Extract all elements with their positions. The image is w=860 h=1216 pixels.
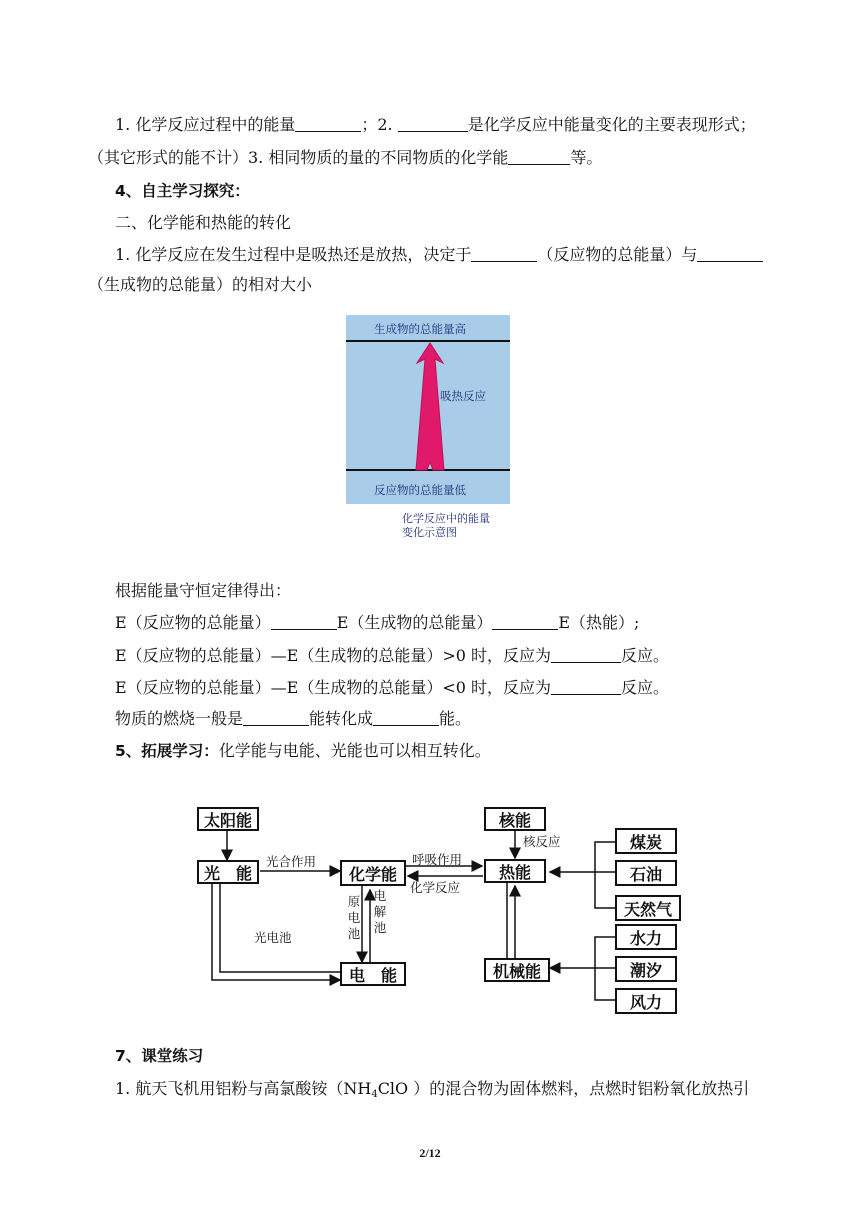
blank[interactable]	[508, 148, 570, 165]
photosynthesis-label: 光合作用	[266, 854, 317, 869]
section4-heading: 4、自主学习探究：	[115, 182, 250, 200]
products-energy-label: 生成物的总能量高	[374, 322, 466, 336]
blank[interactable]	[492, 613, 558, 630]
heat-energy-box: 热能	[484, 859, 546, 883]
blank[interactable]	[243, 709, 309, 726]
oil-box: 石油	[615, 860, 677, 886]
equation-3: E（反应物的总能量）—E（生成物的总能量）<0 时，反应为 反应。	[115, 678, 670, 697]
blank[interactable]	[398, 115, 468, 132]
energy-change-diagram	[346, 315, 510, 545]
exercise1-line: 1. 航天飞机用铝粉与高氯酸铵（$NH_4ClO$ ）的混合物为固体燃料，点燃时铝粉氧化放热引	[115, 1079, 750, 1100]
electric-energy-box: 电 能	[340, 962, 406, 986]
section7-heading: 7、课堂练习	[115, 1047, 204, 1065]
electrolytic-cell-label: 电解池	[373, 888, 387, 935]
para1-line1: 1. 化学反应过程中的能量 ；2. 是化学反应中能量变化的主要表现形式；	[115, 115, 756, 134]
blank[interactable]	[373, 709, 439, 726]
conservation-intro: 根据能量守恒定律得出：	[115, 581, 292, 600]
endothermic-label: 吸热反应	[440, 389, 486, 403]
diagram-graphics	[346, 315, 510, 504]
section5-title: 5、拓展学习：	[115, 742, 219, 760]
solar-energy-box: 太阳能	[197, 807, 259, 831]
nuclear-reaction-label: 核反应	[523, 834, 561, 849]
blank[interactable]	[551, 646, 621, 663]
respiration-label: 呼吸作用	[412, 852, 463, 867]
section-two-heading: 二、化学能和热能的转化	[115, 213, 292, 232]
section5	[115, 740, 491, 762]
wind-power-box: 风力	[615, 988, 677, 1014]
energy-conversion-diagram	[190, 798, 710, 1020]
fuels-bracket	[595, 842, 615, 908]
blank[interactable]	[295, 115, 361, 132]
item1-line1: 1. 化学反应在发生过程中是吸热还是放热，决定于 （反应物的总能量）与	[115, 244, 763, 266]
page-number: 2/12	[419, 1146, 441, 1160]
section5-text: 化学能与电能、光能也可以相互转化。	[218, 741, 491, 760]
chemical-energy-box: 化学能	[340, 860, 406, 886]
item1-line2: （生成物的总能量）的相对大小	[88, 275, 313, 294]
mechanical-energy-box: 机械能	[484, 958, 550, 982]
blank[interactable]	[271, 613, 337, 630]
para1-line2: （其它形式的能不计）3. 相同物质的量的不同物质的化学能 等。	[88, 148, 603, 167]
natural-gas-box: 天然气	[615, 895, 681, 921]
burning-line: 物质的燃烧一般是 能转化成 能。	[115, 709, 472, 728]
equation-2: E（反应物的总能量）—E（生成物的总能量）>0 时，反应为 反应。	[115, 646, 670, 665]
blank[interactable]	[551, 678, 621, 695]
galvanic-cell-label: 原电池	[347, 894, 361, 941]
hydro-power-box: 水力	[615, 924, 677, 950]
equation-1: E（反应物的总能量） E（生成物的总能量） E（热能）;	[115, 613, 640, 632]
blank[interactable]	[697, 245, 763, 262]
coal-box: 煤炭	[615, 828, 677, 854]
chemical-reaction-label: 化学反应	[410, 880, 461, 895]
blank[interactable]	[471, 245, 537, 262]
photocell-label: 光电池	[254, 930, 292, 945]
reactants-energy-label: 反应物的总能量低	[374, 483, 466, 497]
nuclear-energy-box: 核能	[484, 807, 546, 831]
tidal-power-box: 潮汐	[615, 956, 677, 982]
up-arrow-icon	[416, 343, 444, 470]
light-energy-box: 光 能	[197, 860, 259, 884]
arrow-light-to-electric-inner	[220, 882, 340, 972]
diagram-caption: 化学反应中的能量 变化示意图	[402, 512, 490, 539]
